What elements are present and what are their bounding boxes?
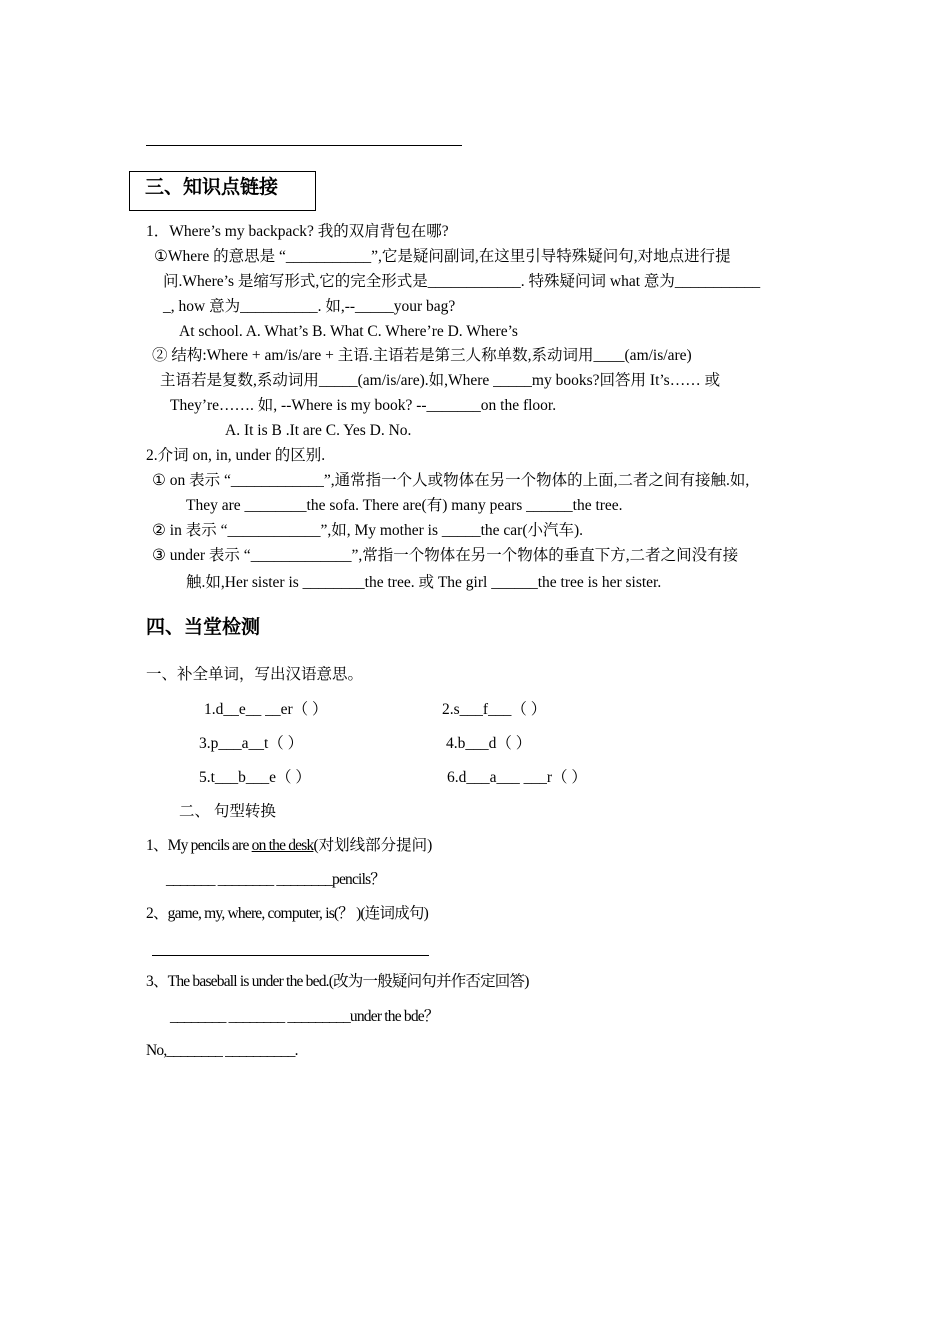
word-item-4: 4.b___d（ ） — [446, 735, 532, 752]
point-2-on: ① on 表示 “____________”,通常指一个人或物体在另一个物体的上面,二者之间有接触.如, — [152, 472, 750, 489]
question-1-instruction: (对划线部分提问) — [313, 837, 433, 854]
question-2-answer-line — [152, 955, 429, 956]
question-3-answer: ________ ________ _________under the bde？ — [170, 1008, 439, 1025]
word-item-2: 2.s___f___（ ） — [442, 701, 547, 718]
point-1-example: They’re……. 如, --Where is my book? --_______on the floor. — [170, 397, 557, 414]
question-1-prefix: 1、My pencils are — [146, 837, 252, 854]
section-3-heading: 三、知识点链接 — [145, 176, 279, 198]
point-1-how-meaning: _, how 意为__________. 如,--_____your bag? — [163, 298, 456, 315]
question-1-underlined: on the desk — [251, 837, 314, 854]
part-2-title: 二、 句型转换 — [179, 803, 276, 820]
point-2-on-example: They are ________the sofa. There are(有) many pears ______the tree. — [186, 497, 623, 514]
question-1 — [146, 836, 432, 856]
point-2-under: ③ under 表示 “_____________”,常指一个物体在另一个物体的垂直下方,二者之间没有接 — [152, 547, 739, 564]
point-1-example-options: A. It is B .It are C. Yes D. No. — [225, 422, 412, 439]
word-item-1: 1.d__e__ __er（ ） — [204, 701, 328, 718]
question-3-negative-answer: No,________ __________. — [146, 1042, 298, 1059]
word-item-5: 5.t___b___e（ ） — [199, 769, 311, 786]
point-1-structure: ② 结构:Where + am/is/are + 主语.主语若是第三人称单数,系动词用____(am/is/are) — [152, 347, 692, 364]
point-1-full-form: 问.Where’s 是缩写形式,它的完全形式是____________. 特殊疑问词 what 意为___________ — [163, 273, 761, 290]
section-3-heading-box — [129, 171, 316, 211]
part-1-title: 一、补全单词，写出汉语意思。 — [146, 666, 364, 683]
word-item-6: 6.d___a___ ___r（ ） — [447, 769, 587, 786]
point-2-in: ② in 表示 “____________”,如, My mother is _____the car(小汽车). — [152, 522, 584, 539]
point-1-options: At school. A. What’s B. What C. Where’re D. Where’s — [179, 323, 518, 340]
section-4-heading: 四、当堂检测 — [146, 616, 261, 638]
word-item-3: 3.p___a__t（ ） — [199, 735, 304, 752]
point-2-under-example: 触.如,Her sister is ________the tree. 或 The girl ______the tree is her sister. — [186, 574, 662, 591]
question-1-answer: _______ ________ ________pencils？ — [166, 871, 386, 888]
top-rule — [146, 145, 462, 146]
question-3: 3、The baseball is under the bed.(改为一般疑问句并作否定回答) — [146, 973, 529, 990]
point-1-plural-rule: 主语若是复数,系动词用_____(am/is/are).如,Where _____my books?回答用 It’s…… 或 — [160, 372, 721, 389]
point-2-title: 2.介词 on, in, under 的区别. — [146, 447, 326, 464]
question-2: 2、game, my, where, computer, is(？ )(连词成句) — [146, 905, 428, 922]
point-1-title: 1．Where’s my backpack? 我的双肩背包在哪? — [146, 223, 449, 240]
point-1-where-meaning: ①Where 的意思是 “___________”,它是疑问副词,在这里引导特殊疑问句,对地点进行提 — [154, 248, 731, 265]
